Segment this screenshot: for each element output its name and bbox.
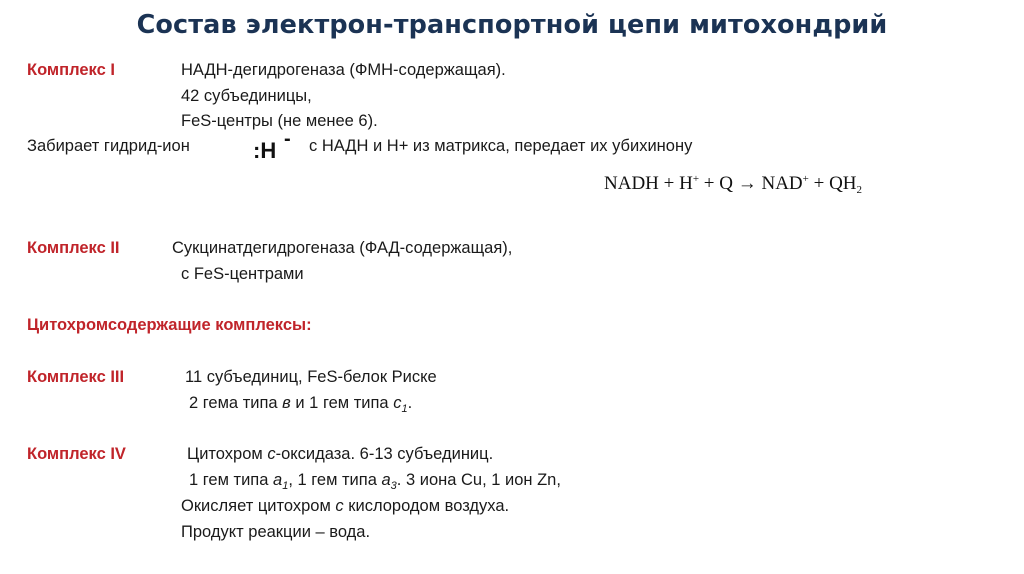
reaction-nad: NAD [756, 173, 803, 194]
complex-2-label: Комплекс II [27, 239, 120, 257]
heme-type-a1: а [273, 471, 283, 489]
reaction-qh-subscript: 2 [856, 184, 863, 196]
complex-3-label: Комплекс III [27, 368, 125, 386]
reaction-qh: + QH [808, 173, 857, 194]
cytochrome-c: с [267, 445, 276, 463]
complex-4-line-1-part-2: -оксидаза. 6-13 субъединиц. [275, 445, 494, 463]
complex-4-line-1 [187, 444, 493, 464]
reaction-equation [604, 173, 862, 196]
complex-3-line-2 [189, 393, 412, 419]
reaction-nad-charge: + [802, 173, 809, 185]
complex-3-line-1: 11 субъединиц, FeS-белок Риске [185, 368, 437, 386]
reaction-arrow: → [737, 173, 757, 194]
complex-4-line-2 [189, 470, 561, 496]
complex-3-line-2-part-1: 2 гема типа [189, 394, 283, 412]
hydride-ion-symbol [253, 128, 297, 165]
complex-1-line-1: НАДН-дегидрогеназа (ФМН-содержащая). [181, 61, 506, 79]
heme-a3-subscript: 3 [390, 480, 397, 492]
hydride-text-after: с НАДН и Н+ из матрикса, передает их убихинону [309, 137, 693, 155]
complex-2-line-1: Сукцинатдегидрогеназа (ФАД-содержащая), [172, 239, 513, 257]
complex-2-line-2: с FeS-центрами [181, 265, 304, 283]
cytochrome-c-2: с [335, 497, 344, 515]
heme-type-b: в [282, 394, 291, 412]
hydride-symbol: :H [253, 138, 277, 163]
slide-title: Состав электрон-транспортной цепи митохондрий [136, 10, 888, 40]
complex-3-line-2-part-2: и 1 гем типа [290, 394, 394, 412]
complex-1-label: Комплекс I [27, 61, 115, 79]
heme-c-subscript: 1 [401, 403, 408, 415]
heme-type-a3: а [381, 471, 391, 489]
complex-1-line-2: 42 субъединицы, [181, 87, 312, 105]
complex-4-line-3 [181, 496, 509, 516]
cytochrome-complexes-heading: Цитохромсодержащие комплексы: [27, 316, 312, 334]
heme-type-c: с [393, 394, 402, 412]
complex-4-line-1-part-1: Цитохром [187, 445, 268, 463]
hydride-charge: - [284, 128, 291, 150]
heme-a1-subscript: 1 [282, 480, 289, 492]
complex-3-line-2-end: . [407, 394, 413, 412]
complex-4-line-3-part-1: Окисляет цитохром [181, 497, 336, 515]
reaction-nadh: NADH + H [604, 173, 693, 194]
hydride-text-before: Забирает гидрид-ион [27, 137, 190, 155]
complex-4-line-2-part-1: 1 гем типа [189, 471, 273, 489]
reaction-q: + Q [699, 173, 738, 194]
complex-4-line-3-part-2: кислородом воздуха. [343, 497, 510, 515]
complex-4-line-2-part-2: , 1 гем типа [288, 471, 382, 489]
complex-4-line-4: Продукт реакции – вода. [181, 523, 371, 541]
complex-4-line-2-part-3: . 3 иона Cu, 1 ион Zn, [396, 471, 561, 489]
complex-4-label: Комплекс IV [27, 445, 126, 463]
complex-1-line-3: FeS-центры (не менее 6). [181, 112, 378, 130]
reaction-h-charge: + [692, 173, 700, 185]
